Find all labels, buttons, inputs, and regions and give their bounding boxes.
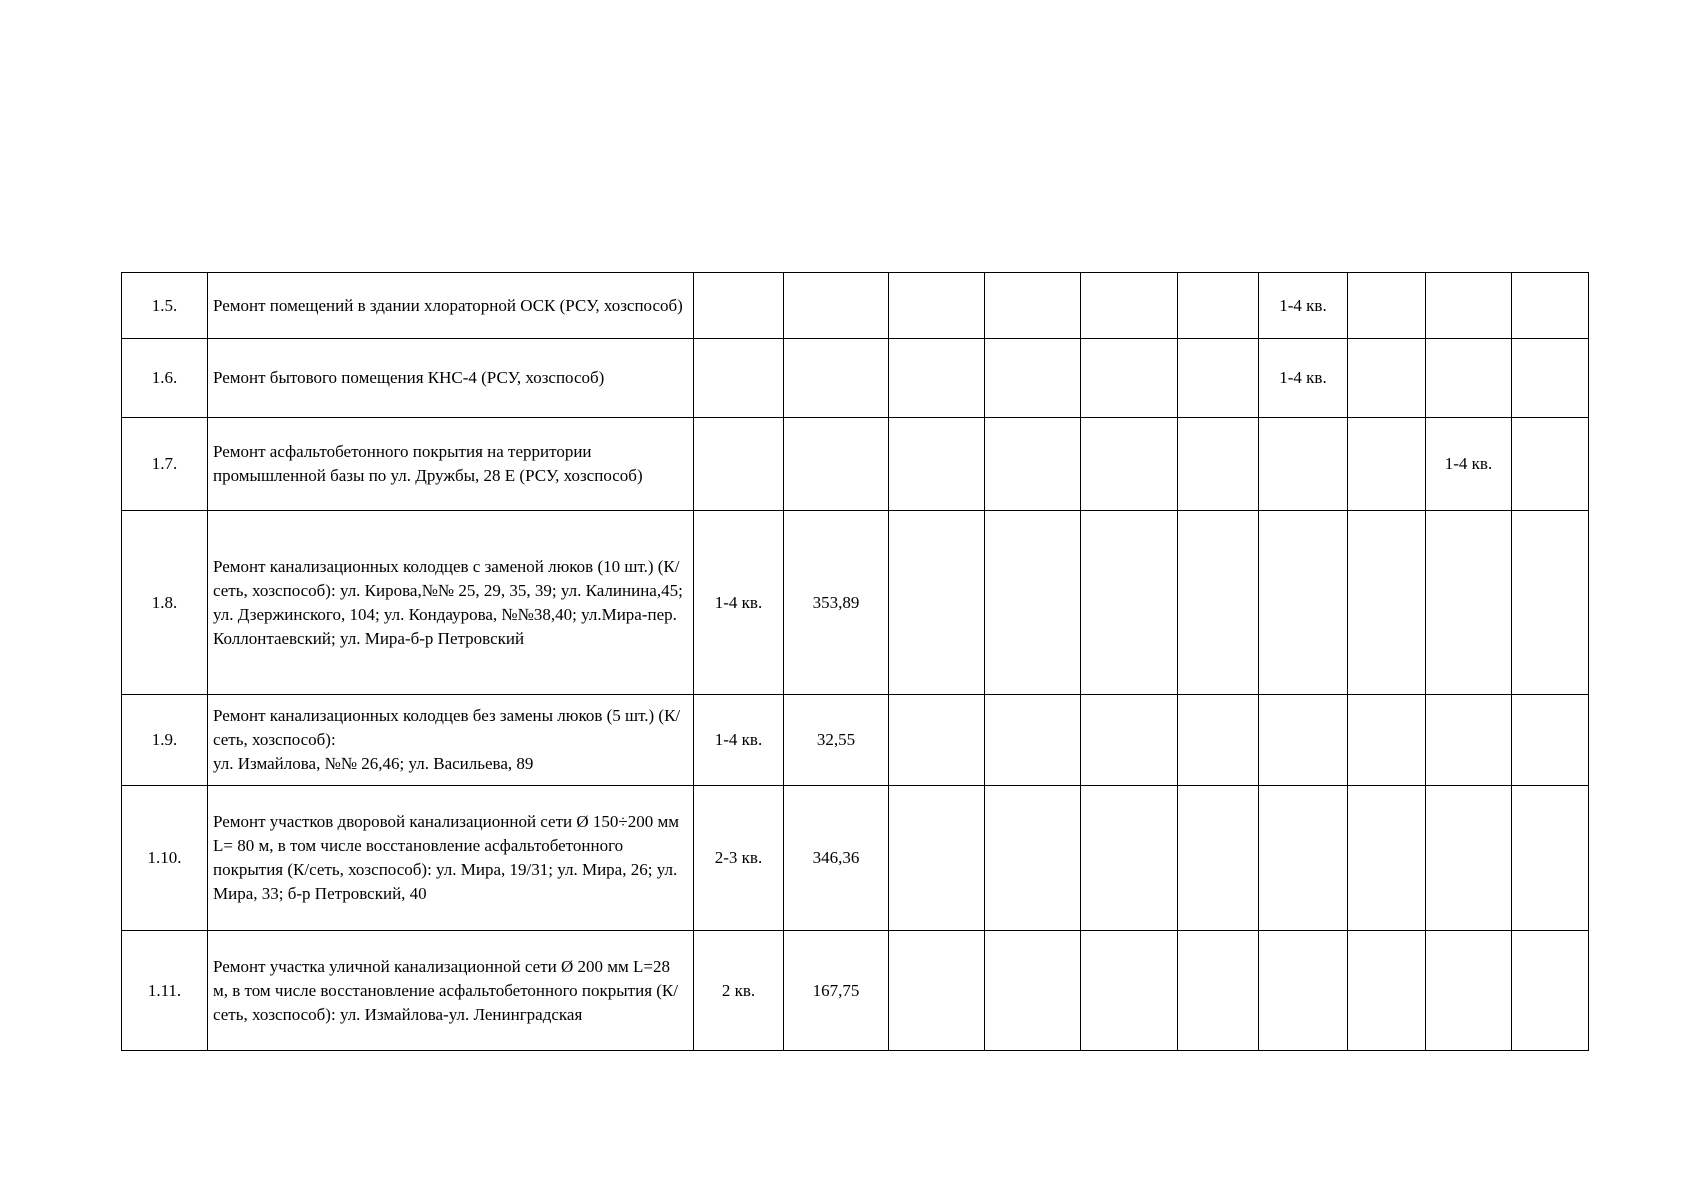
schedule-cell bbox=[1081, 418, 1178, 511]
work-description: Ремонт участков дворовой канализационной сети Ø 150÷200 мм L= 80 м, в том числе восстановление асфальтобетонного покрытия (К/сеть, хозспособ): ул. Мира, 19/31; ул. Мира, 26; ул. Мира, 33; б-р Петровский, 40 bbox=[208, 786, 694, 931]
row-number: 1.9. bbox=[122, 695, 208, 786]
schedule-cell: 1-4 кв. bbox=[1259, 273, 1348, 339]
work-description: Ремонт участка уличной канализационной сети Ø 200 мм L=28 м, в том числе восстановление асфальтобетонного покрытия (К/сеть, хозспособ): ул. Измайлова-ул. Ленинградская bbox=[208, 931, 694, 1051]
row-number: 1.6. bbox=[122, 339, 208, 418]
schedule-cell bbox=[1426, 273, 1512, 339]
schedule-cell bbox=[985, 695, 1081, 786]
schedule-cell bbox=[1426, 931, 1512, 1051]
row-number: 1.8. bbox=[122, 511, 208, 695]
work-description: Ремонт канализационных колодцев с заменой люков (10 шт.) (К/сеть, хозспособ): ул. Кирова,№№ 25, 29, 35, 39; ул. Калинина,45; ул. Дзержинского, 104; ул. Кондаурова, №№38,40; ул.Мира-пер. Коллонтаевский; ул. Мира-б-р Петровский bbox=[208, 511, 694, 695]
row-number: 1.5. bbox=[122, 273, 208, 339]
schedule-cell bbox=[1259, 418, 1348, 511]
table-row bbox=[122, 786, 1589, 931]
schedule-cell bbox=[1259, 786, 1348, 931]
schedule-cell bbox=[1426, 695, 1512, 786]
row-number: 1.11. bbox=[122, 931, 208, 1051]
schedule-cell bbox=[1259, 695, 1348, 786]
schedule-cell bbox=[1178, 511, 1259, 695]
schedule-cell bbox=[1426, 511, 1512, 695]
schedule-cell: 2-3 кв. bbox=[694, 786, 784, 931]
schedule-cell bbox=[1512, 418, 1589, 511]
schedule-cell bbox=[985, 511, 1081, 695]
schedule-cell bbox=[889, 695, 985, 786]
schedule-cell bbox=[889, 931, 985, 1051]
schedule-cell bbox=[1081, 786, 1178, 931]
schedule-cell bbox=[1178, 418, 1259, 511]
schedule-cell bbox=[1081, 695, 1178, 786]
schedule-cell: 1-4 кв. bbox=[694, 511, 784, 695]
work-description: Ремонт канализационных колодцев без замены люков (5 шт.) (К/сеть, хозспособ): ул. Измайлова, №№ 26,46; ул. Васильева, 89 bbox=[208, 695, 694, 786]
schedule-cell: 2 кв. bbox=[694, 931, 784, 1051]
schedule-cell bbox=[1512, 511, 1589, 695]
row-number: 1.10. bbox=[122, 786, 208, 931]
work-description: Ремонт помещений в здании хлораторной ОСК (РСУ, хозспособ) bbox=[208, 273, 694, 339]
schedule-cell bbox=[985, 339, 1081, 418]
schedule-cell bbox=[1081, 511, 1178, 695]
row-number: 1.7. bbox=[122, 418, 208, 511]
schedule-cell bbox=[1512, 273, 1589, 339]
schedule-cell bbox=[1348, 339, 1426, 418]
schedule-cell: 32,55 bbox=[784, 695, 889, 786]
work-description: Ремонт асфальтобетонного покрытия на территории промышленной базы по ул. Дружбы, 28 Е (РСУ, хозспособ) bbox=[208, 418, 694, 511]
schedule-cell bbox=[1426, 786, 1512, 931]
schedule-cell bbox=[985, 786, 1081, 931]
schedule-cell bbox=[784, 339, 889, 418]
schedule-cell bbox=[889, 511, 985, 695]
schedule-cell bbox=[1348, 695, 1426, 786]
schedule-cell bbox=[694, 418, 784, 511]
schedule-cell bbox=[1348, 786, 1426, 931]
schedule-cell bbox=[1426, 339, 1512, 418]
schedule-cell bbox=[1512, 786, 1589, 931]
schedule-cell bbox=[1348, 511, 1426, 695]
schedule-cell bbox=[985, 273, 1081, 339]
schedule-cell bbox=[985, 418, 1081, 511]
schedule-cell bbox=[1348, 931, 1426, 1051]
schedule-cell bbox=[889, 339, 985, 418]
schedule-cell bbox=[889, 273, 985, 339]
table-row bbox=[122, 931, 1589, 1051]
schedule-cell bbox=[1348, 418, 1426, 511]
schedule-cell bbox=[1178, 339, 1259, 418]
table-row bbox=[122, 511, 1589, 695]
schedule-cell bbox=[784, 273, 889, 339]
table-row bbox=[122, 695, 1589, 786]
schedule-cell bbox=[1178, 273, 1259, 339]
schedule-cell: 353,89 bbox=[784, 511, 889, 695]
schedule-cell bbox=[1512, 695, 1589, 786]
schedule-cell bbox=[1259, 931, 1348, 1051]
schedule-cell bbox=[1348, 273, 1426, 339]
table-row bbox=[122, 339, 1589, 418]
schedule-cell bbox=[1081, 339, 1178, 418]
schedule-cell bbox=[1512, 339, 1589, 418]
schedule-cell: 1-4 кв. bbox=[1259, 339, 1348, 418]
schedule-cell bbox=[784, 418, 889, 511]
work-plan-table bbox=[121, 272, 1589, 1051]
schedule-cell: 167,75 bbox=[784, 931, 889, 1051]
schedule-cell: 346,36 bbox=[784, 786, 889, 931]
work-description: Ремонт бытового помещения КНС-4 (РСУ, хозспособ) bbox=[208, 339, 694, 418]
schedule-cell bbox=[1081, 273, 1178, 339]
table-row bbox=[122, 273, 1589, 339]
table-row bbox=[122, 418, 1589, 511]
schedule-cell bbox=[1178, 931, 1259, 1051]
schedule-cell bbox=[694, 339, 784, 418]
schedule-cell bbox=[1259, 511, 1348, 695]
schedule-cell: 1-4 кв. bbox=[1426, 418, 1512, 511]
table-body bbox=[122, 273, 1589, 1051]
schedule-cell bbox=[889, 418, 985, 511]
schedule-cell bbox=[1512, 931, 1589, 1051]
schedule-cell bbox=[1081, 931, 1178, 1051]
schedule-cell bbox=[985, 931, 1081, 1051]
schedule-cell bbox=[694, 273, 784, 339]
schedule-cell: 1-4 кв. bbox=[694, 695, 784, 786]
schedule-cell bbox=[1178, 695, 1259, 786]
schedule-cell bbox=[889, 786, 985, 931]
schedule-cell bbox=[1178, 786, 1259, 931]
